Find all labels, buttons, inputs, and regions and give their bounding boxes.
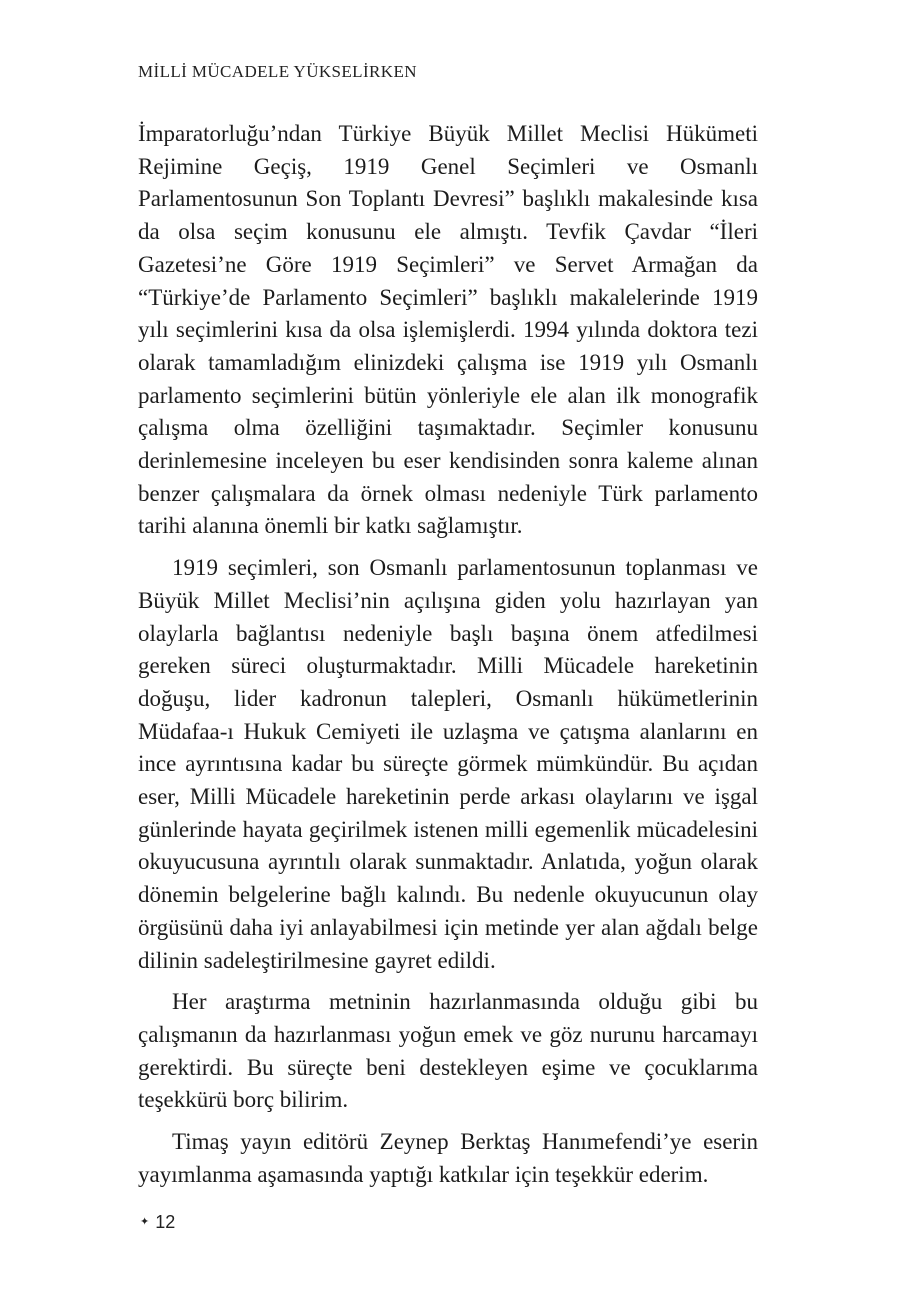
paragraph-2: 1919 seçimleri, son Osmanlı parlamentosunun toplanması ve Büyük Millet Meclisi’nin açılışına giden yolu hazırlayan yan olaylarla bağlantısı nedeniyle başlı başına önem atfedilmesi gereken süreci oluşturmaktadır. Milli Mücadele hareketinin doğuşu, lider kadronun talepleri, Osmanlı hükümetlerinin Müdafaa-ı Hukuk Cemiyeti ile uzlaşma ve çatışma alanlarını en ince ayrıntısına kadar bu süreçte görmek mümkündür. Bu açıdan eser, Milli Mücadele hareketinin perde arkası olaylarını ve işgal günlerinde hayata geçirilmek istenen milli egemenlik mücadelesini okuyucusuna ayrıntılı olarak sunmaktadır. Anlatıda, yoğun olarak dönemin belgelerine bağlı kalındı. Bu nedenle okuyucunun olay örgüsünü daha iyi anlayabilmesi için metinde yer alan ağdalı belge dilinin sadeleştirilmesine gayret edildi.	[138, 555, 758, 973]
running-head: MİLLİ MÜCADELE YÜKSELİRKEN	[138, 62, 417, 81]
paragraph-1: İmparatorluğu’ndan Türkiye Büyük Millet Meclisi Hükümeti Rejimine Geçiş, 1919 Genel Seçimleri ve Osmanlı Parlamentosunun Son Toplantı Devresi” başlıklı makalesinde kısa da olsa seçim konusunu ele almıştı. Tevfik Çavdar “İleri Gazetesi’ne Göre 1919 Seçimleri” ve Servet Armağan da “Türkiye’de Parlamento Seçimleri” başlıklı makalelerinde 1919 yılı seçimlerini kısa da olsa işlemişlerdi. 1994 yılında doktora tezi olarak tamamladığım elinizdeki çalışma ise 1919 yılı Osmanlı parlamento seçimlerini bütün yönleriyle ele alan ilk monografik çalışma olma özelliğini taşımaktadır. Seçimler konusunu derinlemesine inceleyen bu eser kendisinden sonra kaleme alınan benzer çalışmalara da örnek olması nedeniyle Türk parlamento tarihi alanına önemli bir katkı sağlamıştır.	[138, 121, 758, 539]
page-number: 12	[155, 1212, 176, 1232]
ornament-icon: ✦	[140, 1216, 150, 1228]
body-text	[138, 118, 758, 1201]
page-footer	[140, 1212, 175, 1233]
paragraph-3: Her araştırma metninin hazırlanmasında olduğu gibi bu çalışmanın da hazırlanması yoğun emek ve göz nurunu harcamayı gerektirdi. Bu süreçte beni destekleyen eşime ve çocuklarıma teşekkürü borç bilirim.	[138, 989, 758, 1113]
paragraph-4: Timaş yayın editörü Zeynep Berktaş Hanımefendi’ye eserin yayımlanma aşamasında yaptığı katkılar için teşekkür ederim.	[138, 1129, 758, 1187]
